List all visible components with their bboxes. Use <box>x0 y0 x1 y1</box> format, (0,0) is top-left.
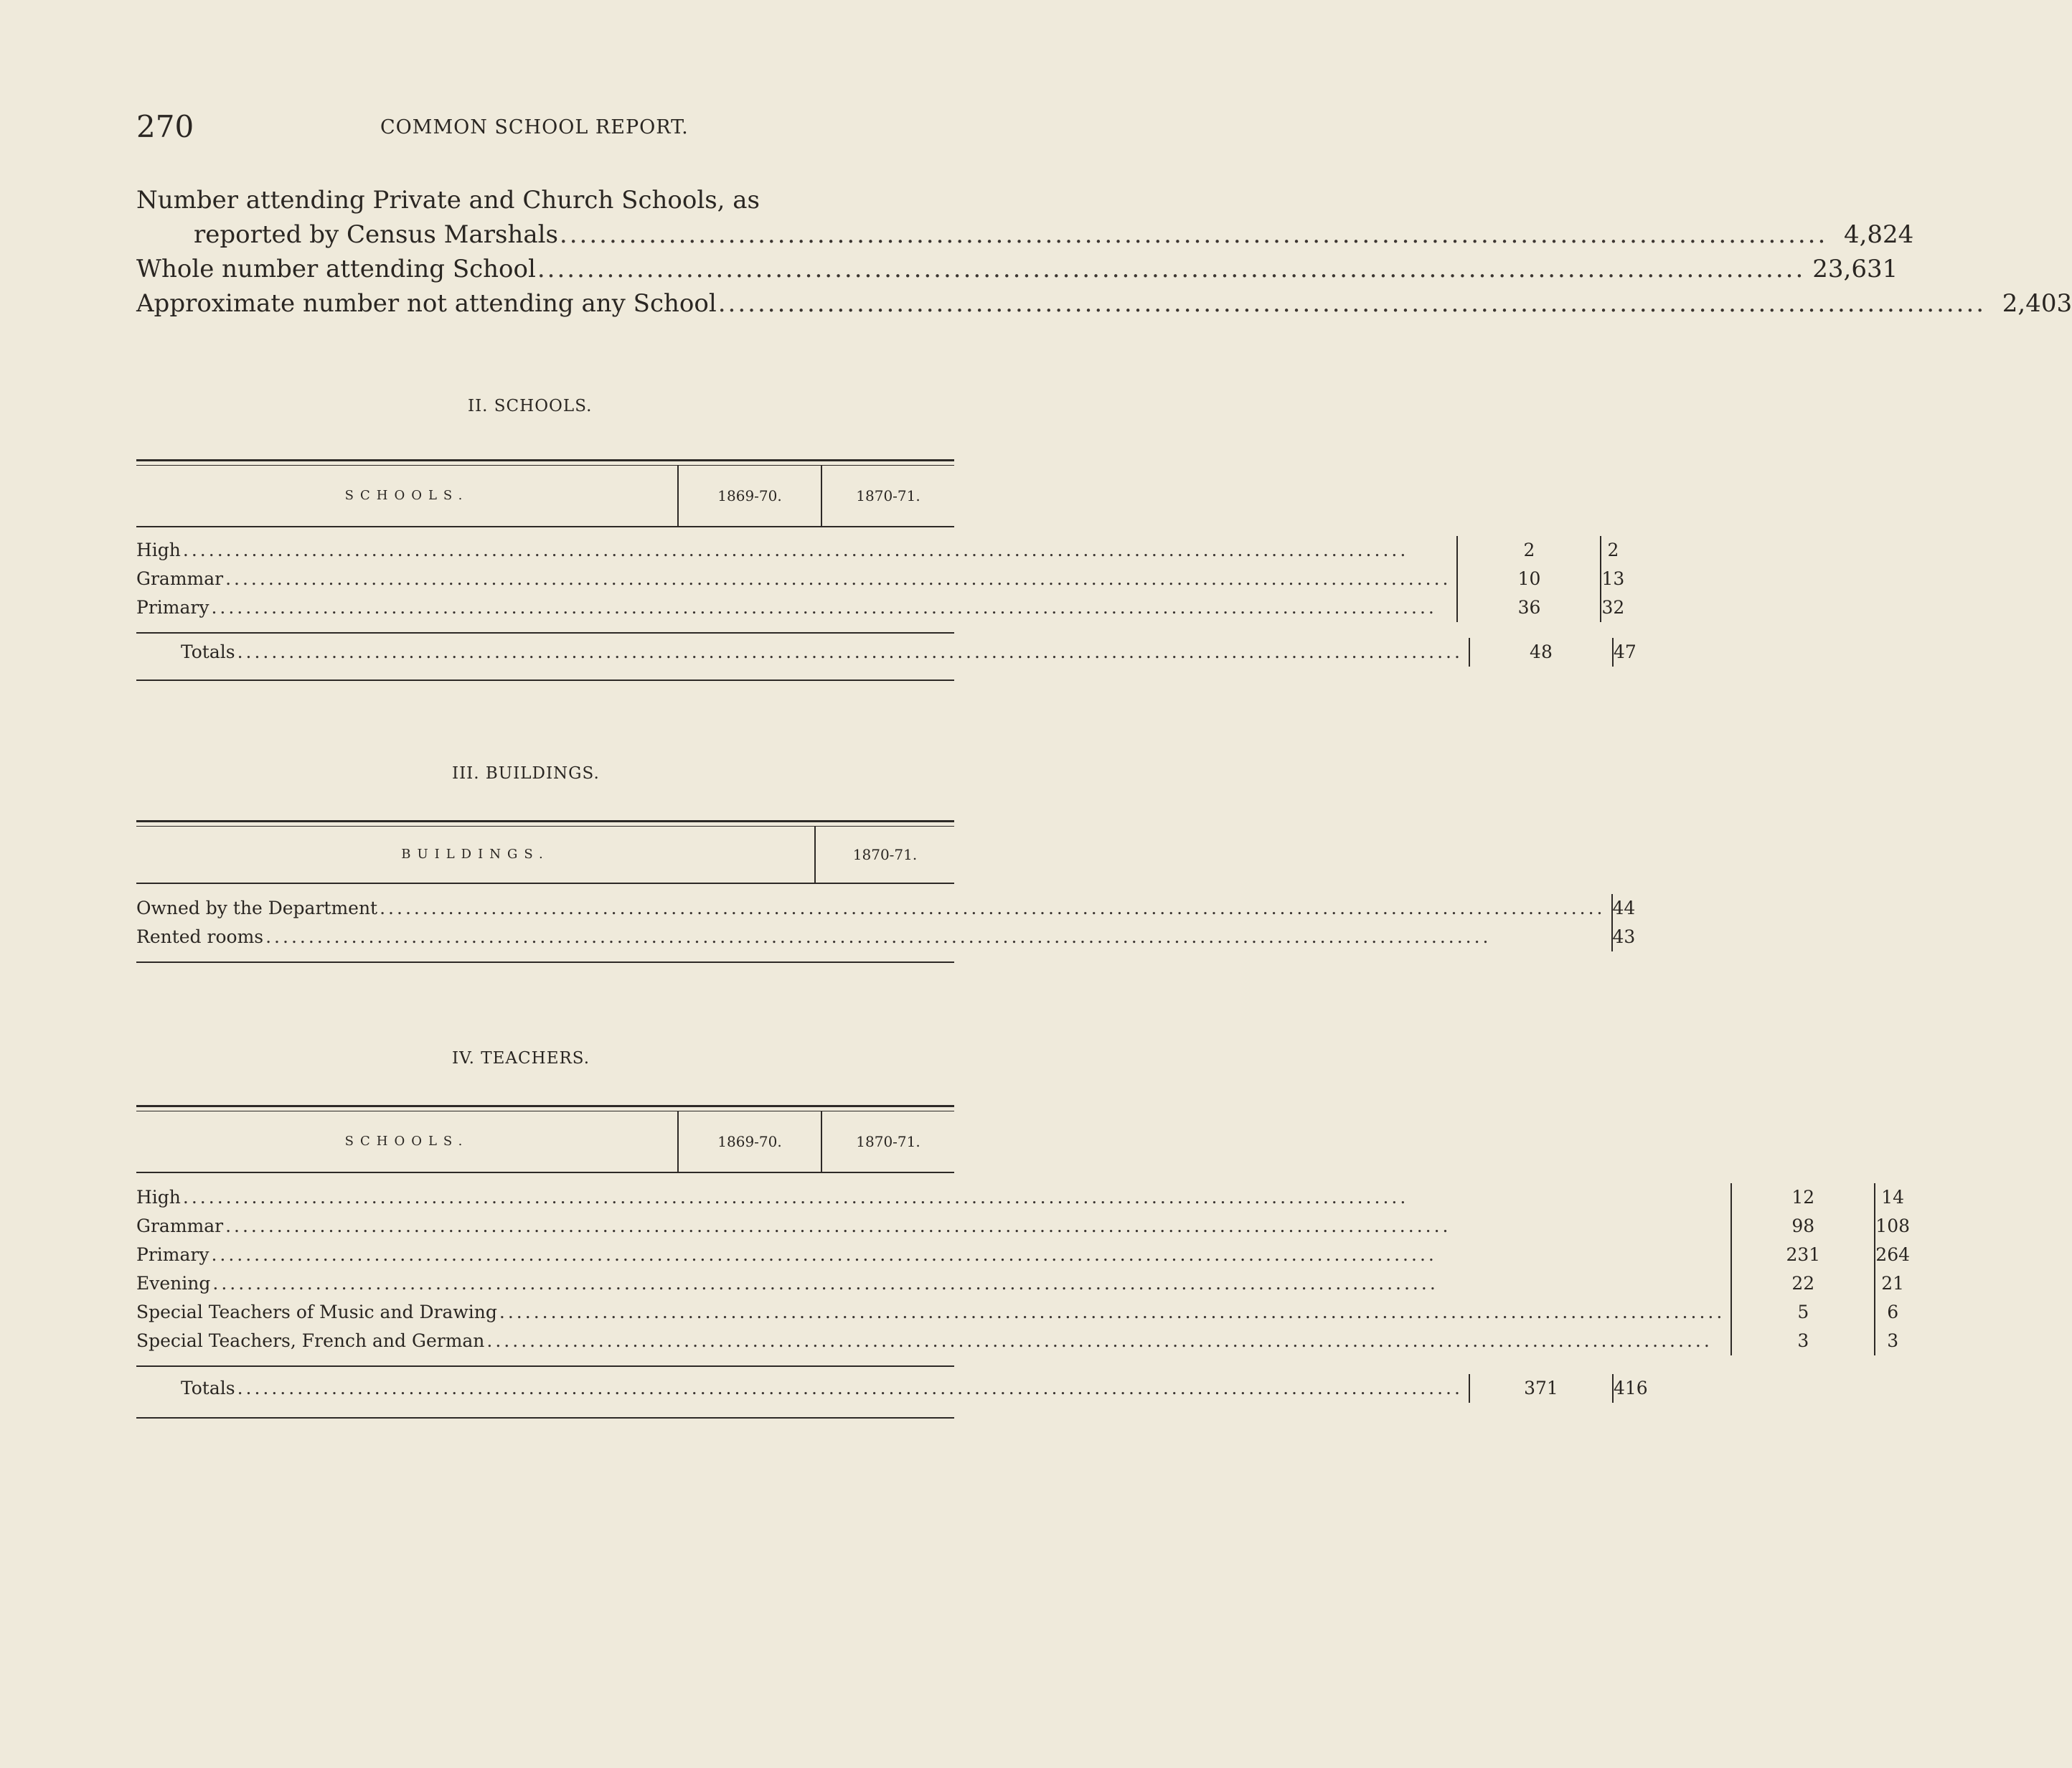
row-label: Special Teachers, French and German <box>136 1330 485 1351</box>
row-label: Evening <box>136 1273 211 1294</box>
table-row <box>136 923 1606 951</box>
table-header <box>136 466 954 527</box>
table-row <box>136 894 1606 923</box>
summary-line <box>136 183 958 217</box>
table-row <box>136 1183 1725 1212</box>
section-title-teachers: IV. TEACHERS. <box>452 1049 590 1068</box>
double-rule <box>136 459 954 466</box>
double-rule <box>136 820 954 827</box>
cell-1870-71: 13 <box>1601 568 1625 589</box>
cell-1869-70: 12 <box>1791 1187 1815 1208</box>
column-header: 1870-71. <box>821 466 954 526</box>
column-header: 1870-71. <box>814 827 954 883</box>
section-title-schools: II. SCHOOLS. <box>468 397 593 415</box>
summary-line <box>136 286 2072 321</box>
cell-1870-71: 32 <box>1601 597 1625 618</box>
column-header: SCHOOLS. <box>344 488 469 503</box>
summary-line <box>136 252 1898 286</box>
total-1869-70: 371 <box>1469 1374 1612 1403</box>
running-title: COMMON SCHOOL REPORT. <box>380 116 689 138</box>
page-number: 270 <box>136 109 194 144</box>
table-row <box>136 536 1451 565</box>
total-1870-71: 47 <box>1612 638 1637 667</box>
table-row <box>136 593 1451 622</box>
running-head <box>136 109 947 145</box>
section-title-buildings: III. BUILDINGS. <box>452 764 600 783</box>
totals-row <box>136 632 1637 680</box>
total-1869-70: 48 <box>1469 638 1612 667</box>
table-header <box>136 1111 954 1173</box>
summary-label: Approximate number not attending any School <box>136 289 717 318</box>
summary-value: 23,631 <box>1812 255 1898 283</box>
summary-label: Whole number attending School <box>136 255 536 283</box>
summary-value: 4,824 <box>1843 220 1914 249</box>
column-header: BUILDINGS. <box>401 847 550 862</box>
totals-label: Totals <box>181 1378 235 1398</box>
cell-1869-70: 10 <box>1517 568 1541 589</box>
total-1870-71: 416 <box>1612 1374 1648 1403</box>
row-label: Special Teachers of Music and Drawing <box>136 1302 497 1322</box>
cell-1869-70: 5 <box>1797 1302 1809 1322</box>
cell-1870-71: 14 <box>1881 1187 1905 1208</box>
cell-1869-70: 22 <box>1791 1273 1815 1294</box>
double-rule <box>136 1105 954 1111</box>
cell-1870-71: 3 <box>1887 1330 1899 1351</box>
table-row <box>136 1241 1725 1269</box>
cell-1869-70: 2 <box>1523 540 1535 560</box>
cell-1870-71: 2 <box>1607 540 1619 560</box>
row-label: Rented rooms <box>136 926 264 947</box>
table-body <box>136 1173 1911 1365</box>
column-header: 1869-70. <box>677 466 821 526</box>
schools-table <box>136 459 1637 681</box>
summary-label: Number attending Private and Church Schools, as <box>136 186 760 215</box>
dot-leader <box>718 286 1986 321</box>
dot-leader <box>537 252 1805 286</box>
cell-1870-71: 21 <box>1881 1273 1905 1294</box>
table-row <box>136 565 1451 593</box>
table-body <box>136 884 1636 961</box>
cell-1870-71: 108 <box>1875 1216 1911 1236</box>
cell-1870-71: 264 <box>1875 1244 1911 1265</box>
attendance-summary <box>136 183 2072 321</box>
row-label: High <box>136 540 181 560</box>
row-label: Grammar <box>136 1216 224 1236</box>
teachers-table <box>136 1105 1911 1419</box>
table-header <box>136 827 954 884</box>
column-header: 1870-71. <box>821 1111 954 1172</box>
column-header: SCHOOLS. <box>344 1134 469 1149</box>
table-row <box>136 1327 1725 1355</box>
table-row <box>136 1269 1725 1298</box>
table-row <box>136 1298 1725 1327</box>
row-label: Owned by the Department <box>136 898 378 918</box>
cell-1869-70: 231 <box>1786 1244 1821 1265</box>
row-label: Primary <box>136 597 209 618</box>
row-label: High <box>136 1187 181 1208</box>
column-header: 1869-70. <box>677 1111 821 1172</box>
summary-label: reported by Census Marshals <box>194 220 558 249</box>
cell-1869-70: 36 <box>1517 597 1541 618</box>
cell-1870-71: 6 <box>1887 1302 1899 1322</box>
summary-value: 2,403 <box>2002 289 2072 318</box>
dot-leader <box>560 217 1827 252</box>
table-body <box>136 527 1625 632</box>
totals-row <box>136 1365 1648 1417</box>
buildings-table <box>136 820 1636 963</box>
cell-1870-71: 43 <box>1612 926 1636 947</box>
row-label: Grammar <box>136 568 224 589</box>
summary-line <box>136 217 1914 252</box>
cell-1870-71: 44 <box>1612 898 1636 918</box>
totals-label: Totals <box>181 641 235 662</box>
cell-1869-70: 98 <box>1791 1216 1815 1236</box>
row-label: Primary <box>136 1244 209 1265</box>
table-row <box>136 1212 1725 1241</box>
cell-1869-70: 3 <box>1797 1330 1809 1351</box>
